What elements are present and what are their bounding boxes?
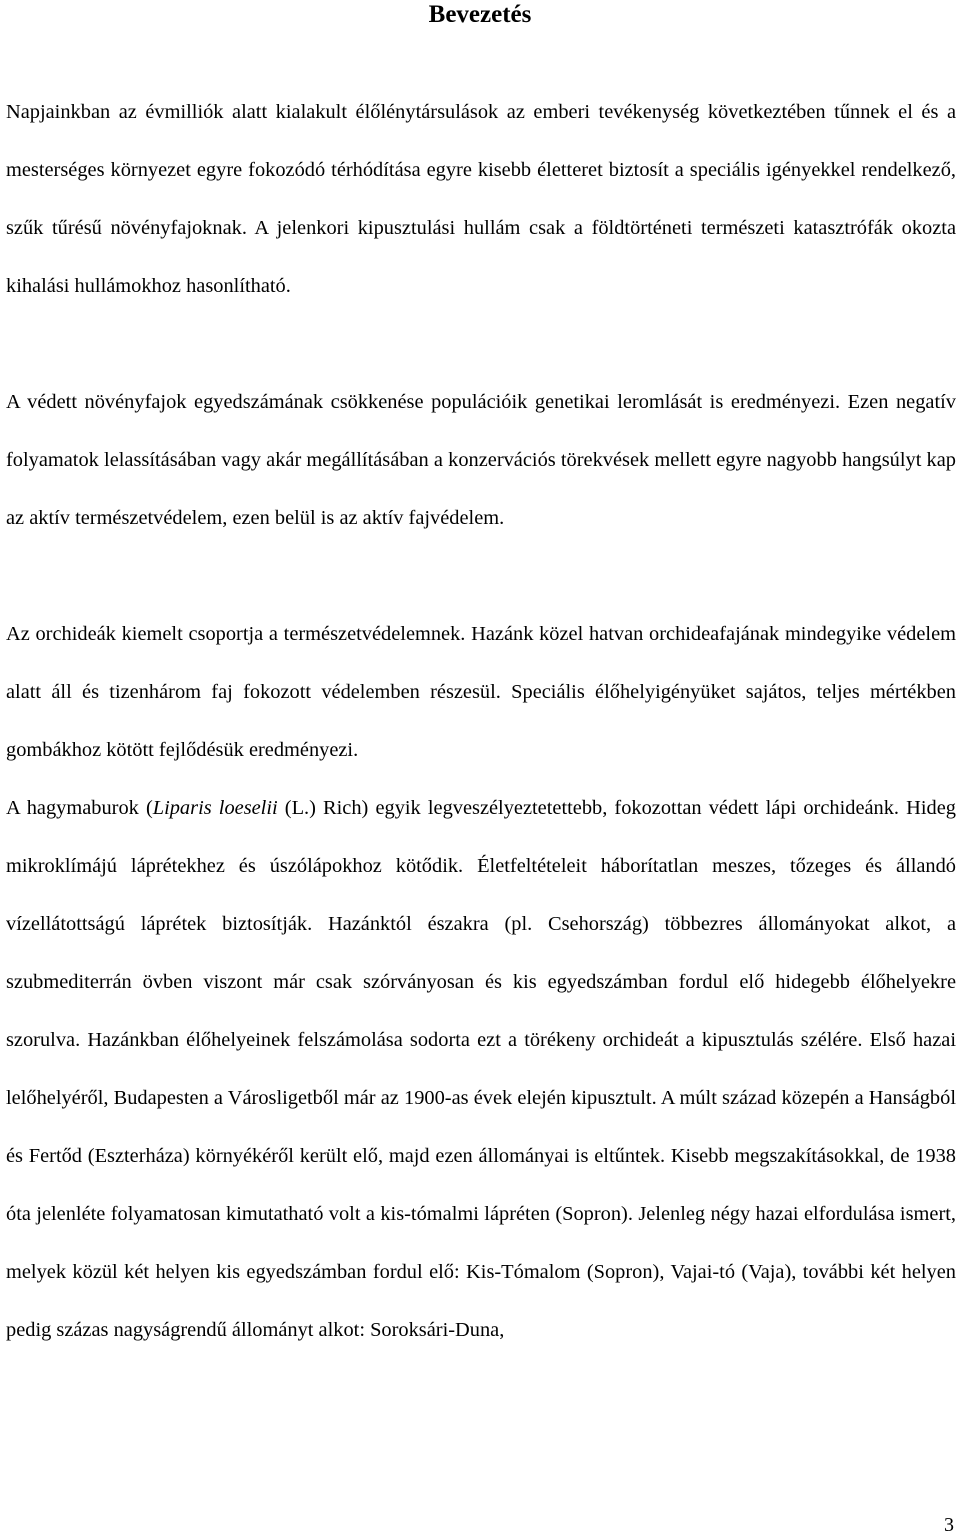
paragraph-liparis-rest: (L.) Rich) egyik legveszélyeztetettebb, fokozottan védett lápi orchideánk. Hideg mikroklímájú láprétekhez és úszólápokhoz kötődik. Életfeltételeit háborítatlan meszes, tőzeges és állandó vízellátottságú láprétek biztosítják. Hazánktól északra (pl. Csehország) többezres állományokat alkot, a szubmediterrán övben viszont már csak szórványosan és kis egyedszámban fordul elő hidegebb élőhelyekre szorulva. Hazánkban élőhelyeinek felszámolása sodorta ezt a törékeny orchideát a kipusztulás szélére. Első hazai lelőhelyéről, Budapesten a Városligetből már az 1900-as évek elején kipusztult. A múlt század közepén a Hanságból és Fertőd (Eszterháza) környékéről került elő, majd ezen állományai is eltűntek. Kisebb megszakításokkal, de 1938 óta jelenléte folyamatosan kimutatható volt a kis-tómalmi lápréten (Sopron). Jelenleg négy hazai elfordulása ismert, melyek közül két helyen kis egyedszámban fordul elő: Kis-Tómalom (Sopron), Vajai-tó (Vaja), további két helyen pedig százas nagyságrendű állományt alkot: Soroksári-Duna, [6, 797, 956, 1341]
page-title: Bevezetés [428, 1, 532, 28]
paragraph-protected-species: A védett növényfajok egyedszámának csökkenése populációik genetikai leromlását is eredményezi. Ezen negatív folyamatok lelassításában vagy akár megállításában a konzervációs törekvések mellett egyre nagyobb hangsúlyt kap az aktív természetvédelem, ezen belül is az aktív fajvédelem. [6, 391, 956, 529]
paragraph-orchids: Az orchideák kiemelt csoportja a természetvédelemnek. Hazánk közel hatvan orchideafajának mindegyike védelem alatt áll és tizenhárom faj fokozott védelemben részesül. Speciális élőhelyigényüket sajátos, teljes mértékben gombákhoz kötött fejlődésük eredményezi. [6, 623, 956, 761]
paragraph-liparis [6, 779, 956, 1359]
species-name-italic: Liparis loeselii [152, 797, 278, 819]
page-number: 3 [944, 1514, 954, 1536]
paragraph-intro: Napjainkban az évmilliók alatt kialakult élőlénytársulások az emberi tevékenység következtében tűnnek el és a mesterséges környezet egyre fokozódó térhódítása egyre kisebb életteret biztosít a speciális igényekkel rendelkező, szűk tűrésű növényfajoknak. A jelenkori kipusztulási hullám csak a földtörténeti természeti katasztrófák okozta kihalási hullámokhoz hasonlítható. [6, 101, 956, 297]
paragraph-liparis-start: A hagymaburok ( [6, 797, 153, 819]
